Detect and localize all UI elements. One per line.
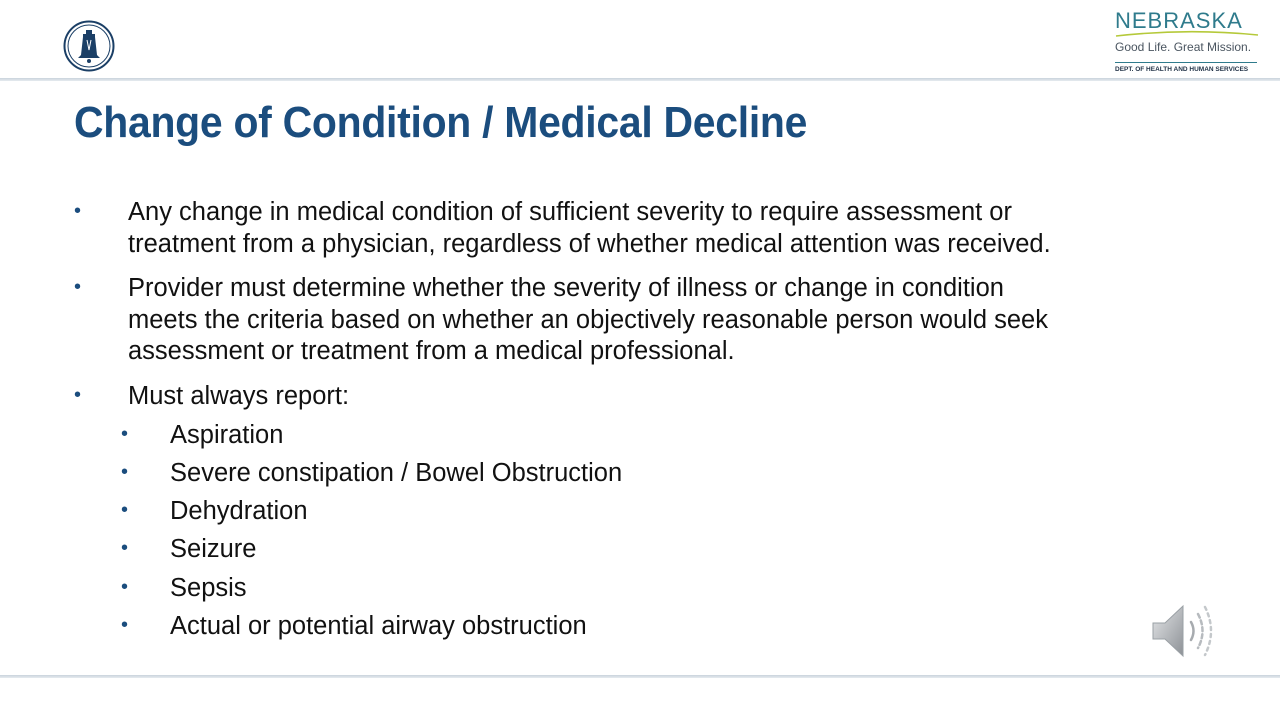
sub-bullet-marker: •	[121, 537, 129, 559]
sub-bullet-marker: •	[121, 461, 129, 483]
logo-tagline: Good Life. Great Mission.	[1115, 40, 1252, 54]
bullet-marker: •	[74, 384, 82, 406]
sub-bullet-item: Aspiration	[170, 421, 284, 449]
logo-dept: DEPT. OF HEALTH AND HUMAN SERVICES	[1115, 66, 1249, 73]
sub-bullet-item: Severe constipation / Bowel Obstruction	[170, 459, 623, 487]
bullet-item	[128, 381, 349, 413]
logo-swoosh-icon	[1112, 30, 1262, 38]
sub-bullet-marker: •	[121, 499, 129, 521]
logo-nebraska-text: NEBRASKA	[1115, 8, 1243, 33]
header-divider	[0, 78, 1280, 81]
bullet-item	[128, 197, 1051, 260]
bullet-line: Must always report:	[128, 382, 350, 410]
nebraska-dhhs-logo	[1112, 8, 1262, 76]
sub-bullet-marker: •	[121, 614, 129, 636]
bullet-line: meets the criteria based on whether an objectively reasonable person would seek	[128, 305, 1048, 334]
logo-divider	[1115, 62, 1257, 63]
bullet-item	[128, 273, 1048, 368]
bullet-marker: •	[74, 200, 82, 222]
bullet-line: Any change in medical condition of sufficient severity to require assessment or	[128, 198, 1012, 226]
slide-title: Change of Condition / Medical Decline	[74, 98, 808, 147]
sub-bullet-marker: •	[121, 576, 129, 598]
sub-bullet-marker: •	[121, 423, 129, 445]
sub-bullet-item: Sepsis	[170, 574, 247, 602]
bullet-line: Provider must determine whether the severity of illness or change in condition	[128, 274, 1004, 302]
bullet-line: assessment or treatment from a medical professional.	[128, 337, 735, 365]
sub-bullet-item: Seizure	[170, 535, 257, 563]
footer-divider	[0, 675, 1280, 678]
bullet-line: treatment from a physician, regardless of whether medical attention was received.	[128, 229, 1051, 258]
bullet-marker: •	[74, 276, 82, 298]
sub-bullet-item: Actual or potential airway obstruction	[170, 612, 587, 640]
sub-bullet-item: Dehydration	[170, 497, 308, 525]
speaker-audio-icon[interactable]	[1150, 600, 1216, 662]
liberty-bell-seal-icon	[63, 20, 115, 72]
